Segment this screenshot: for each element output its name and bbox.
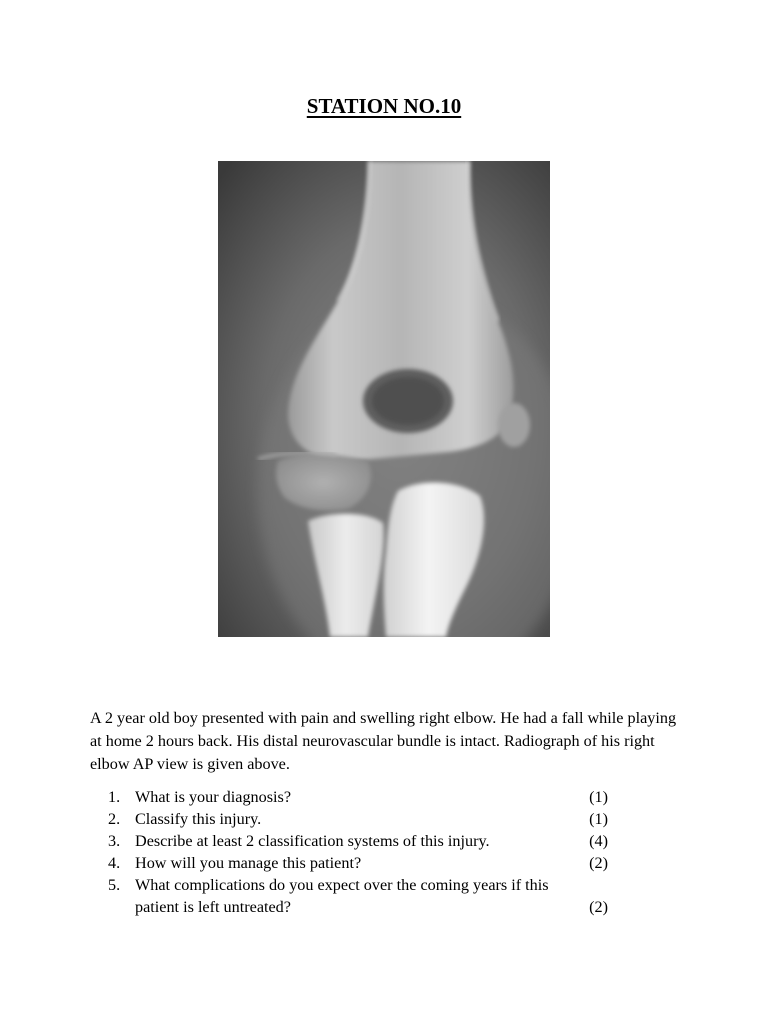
question-list [108, 786, 628, 918]
question-item [108, 808, 628, 830]
question-marks: (4) [589, 832, 608, 850]
question-marks: (1) [589, 810, 608, 828]
question-number: 1. [108, 788, 121, 806]
question-text: What is your diagnosis? [135, 788, 292, 806]
question-item [108, 852, 628, 874]
question-text: How will you manage this patient? [135, 854, 362, 872]
question-text: Describe at least 2 classification systems of this injury. [135, 832, 490, 850]
question-item [108, 874, 628, 918]
question-number: 4. [108, 854, 121, 872]
question-number: 3. [108, 832, 121, 850]
page-title: STATION NO.10 [306, 94, 462, 118]
question-marks: (2) [589, 854, 608, 872]
elbow-radiograph-image [218, 161, 550, 637]
question-number: 2. [108, 810, 121, 828]
question-marks: (2) [589, 898, 608, 916]
question-marks: (1) [589, 788, 608, 806]
question-text: Classify this injury. [135, 810, 262, 828]
case-stem-paragraph: A 2 year old boy presented with pain and swelling right elbow. He had a fall while playing at home 2 hours back. His distal neurovascular bundle is intact. Radiograph of his right elbow AP view is given above. [90, 709, 677, 773]
question-item [108, 830, 628, 852]
question-item [108, 786, 628, 808]
question-number: 5. [108, 876, 121, 894]
question-text: What complications do you expect over the coming years if this patient is left untreated? [135, 876, 549, 916]
